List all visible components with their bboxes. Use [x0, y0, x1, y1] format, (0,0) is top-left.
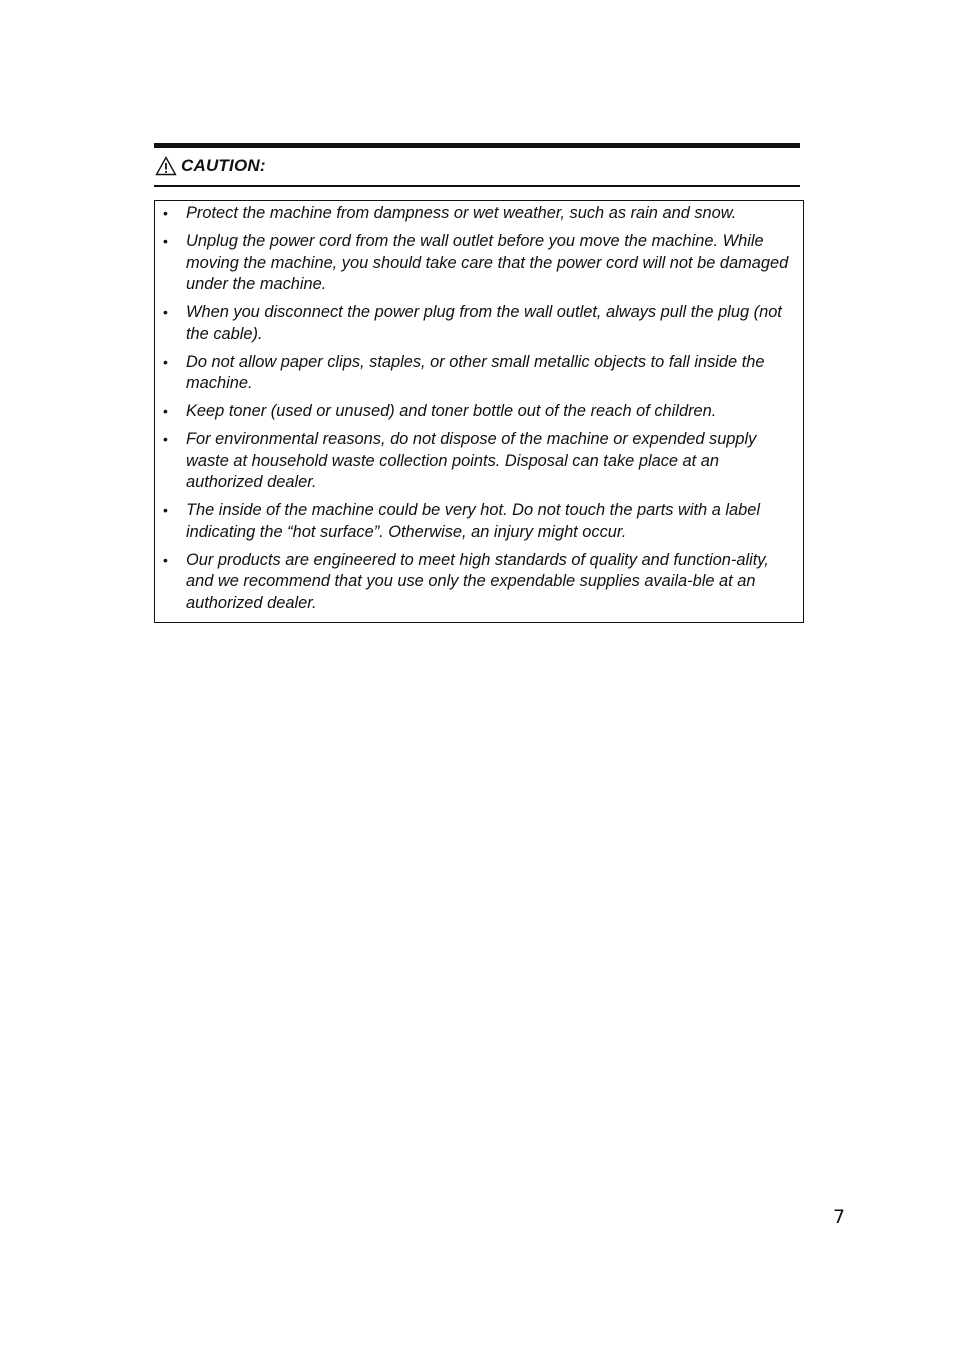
bullet: •	[163, 502, 168, 518]
caution-header	[154, 148, 800, 187]
caution-section	[154, 143, 804, 623]
bullet: •	[163, 353, 168, 370]
list-item-text: When you disconnect the power plug from the wall outlet, always pull the plug (not the cable).	[186, 303, 782, 343]
list-item-text: Our products are engineered to meet high standards of quality and function-ality, and we recommend that you use only the expendable supplies availa-ble at an authorized dealer.	[186, 550, 769, 612]
bullet: •	[163, 431, 168, 447]
bullet: •	[163, 304, 168, 320]
list-item-text: Do not allow paper clips, staples, or other small metallic objects to fall inside the machine.	[186, 352, 765, 392]
caution-title: CAUTION:	[181, 156, 266, 175]
bullet: •	[163, 403, 168, 419]
list-item-text: For environmental reasons, do not dispose of the machine or expended supply waste at household waste collection points. Disposal can take place at an authorized dealer.	[186, 430, 757, 491]
page-number: 7	[833, 1206, 846, 1228]
bullet: •	[163, 551, 168, 568]
list-item	[162, 550, 795, 615]
list-item-text: Protect the machine from dampness or wet weather, such as rain and snow.	[186, 204, 737, 222]
list-item	[162, 231, 795, 296]
bullet: •	[163, 205, 168, 221]
warning-triangle-icon	[155, 156, 177, 176]
list-item	[162, 302, 795, 345]
list-item	[162, 429, 795, 494]
list-item-text: Keep toner (used or unused) and toner bottle out of the reach of children.	[186, 402, 717, 420]
list-item-text: The inside of the machine could be very hot. Do not touch the parts with a label indicating the “hot surface”. Otherwise, an injury might occur.	[186, 501, 761, 541]
list-item-text: Unplug the power cord from the wall outlet before you move the machine. While moving the machine, you should take care that the power cord will not be damaged under the machine.	[186, 232, 789, 293]
caution-box	[154, 200, 804, 623]
bullet: •	[163, 233, 168, 249]
list-item	[162, 500, 795, 543]
caution-list	[162, 203, 795, 614]
list-item	[162, 203, 795, 225]
list-item	[162, 401, 795, 423]
list-item	[162, 352, 795, 395]
